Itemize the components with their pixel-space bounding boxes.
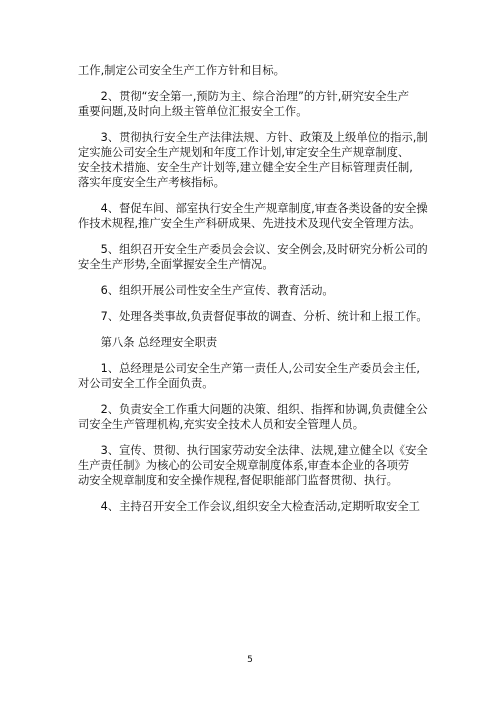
text-line: 5、组织召开安全生产委员会会议、安全例会,及时研究分析公司的 — [78, 243, 428, 256]
document-body — [78, 63, 428, 514]
paragraph-gap — [78, 119, 428, 130]
paragraph — [78, 201, 428, 231]
paragraph-gap — [78, 432, 428, 443]
text-line: 第八条 总经理安全职责 — [78, 336, 218, 349]
paragraph-gap — [78, 78, 428, 89]
text-line: 4、督促车间、部室执行安全生产规章制度,审查各类设备的安全操 — [78, 202, 428, 215]
paragraph — [78, 443, 428, 488]
paragraph — [78, 89, 428, 119]
paragraph — [78, 499, 428, 514]
paragraph — [78, 242, 428, 272]
paragraph-gap — [78, 391, 428, 402]
paragraph-gap — [78, 350, 428, 361]
text-line: 4、主持召开安全工作会议,组织安全大检查活动,定期听取安全工 — [78, 500, 420, 513]
paragraph-gap — [78, 488, 428, 499]
text-line: 安全技术措施、安全生产计划等,建立健全安全生产目标管理责任制, — [78, 161, 413, 174]
text-line: 3、贯彻执行安全生产法律法规、方针、政策及上级单位的指示,制 — [78, 131, 428, 144]
text-line: 对公司安全工作全面负责。 — [78, 377, 214, 390]
paragraph-gap — [78, 324, 428, 335]
text-line: 安全生产形势,全面掌握安全生产情况。 — [78, 258, 274, 271]
paragraph — [78, 283, 428, 298]
paragraph-gap — [78, 190, 428, 201]
paragraph — [78, 309, 428, 324]
paragraph — [78, 361, 428, 391]
paragraph — [78, 402, 428, 432]
paragraph-gap — [78, 272, 428, 283]
page-number: 5 — [247, 655, 253, 665]
paragraph — [78, 335, 428, 350]
text-line: 司安全生产管理机构,充实安全技术人员和安全管理人员。 — [78, 418, 365, 431]
text-line: 7、处理各类事故,负责督促事故的调查、分析、统计和上报工作。 — [78, 310, 428, 323]
text-line: 定实施公司安全生产规划和年度工作计划,审定安全生产规章制度、 — [78, 146, 410, 159]
paragraph — [78, 63, 428, 78]
text-line: 工作,制定公司安全生产工作方针和目标。 — [78, 64, 285, 77]
text-line: 生产责任制》为核心的公司安全规章制度体系,审查本企业的各项劳 — [78, 459, 410, 472]
text-line: 重要问题,及时向上级主管单位汇报安全工作。 — [78, 105, 308, 118]
text-line: 动安全规章制度和安全操作规程,督促职能部门监督贯彻、执行。 — [78, 474, 398, 487]
text-line: 1、总经理是公司安全生产第一责任人,公司安全生产委员会主任, — [78, 362, 420, 375]
text-line: 6、组织开展公司性安全生产宣传、教育活动。 — [78, 284, 334, 297]
text-line: 3、宣传、贯彻、执行国家劳动安全法律、法规,建立健全以《安全 — [78, 444, 428, 457]
text-line: 落实年度安全生产考核指标。 — [78, 176, 225, 189]
text-line: 2、负责安全工作重大问题的决策、组织、指挥和协调,负责健全公 — [78, 403, 428, 416]
text-line: 作技术规程,推广安全生产科研成果、先进技术及现代安全管理方法。 — [78, 217, 421, 230]
paragraph — [78, 130, 428, 190]
paragraph-gap — [78, 298, 428, 309]
paragraph-gap — [78, 231, 428, 242]
text-line: 2、贯彻“安全第一,预防为主、综合治理”的方针,研究安全生产 — [78, 90, 410, 103]
